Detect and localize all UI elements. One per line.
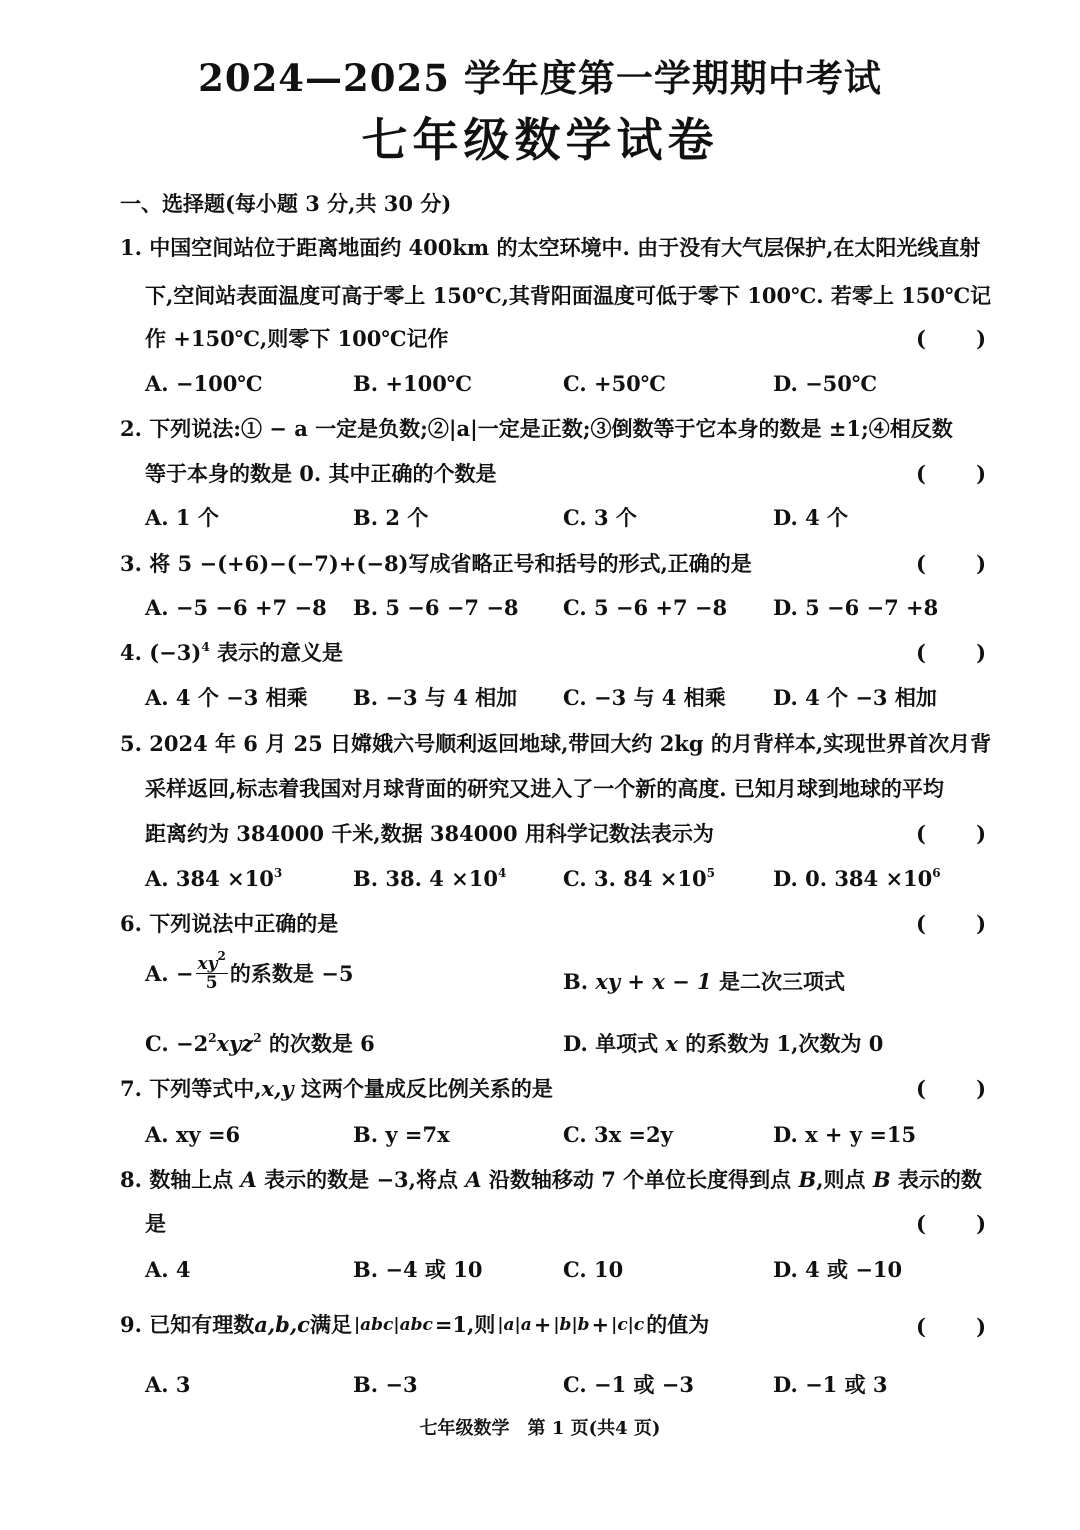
q1-option-a: A. −100℃ [145, 371, 263, 396]
q7-option-b: B. y =7x [353, 1122, 450, 1147]
q1-line3: 作 +150℃,则零下 100℃记作 [145, 326, 449, 351]
q4-answer-paren: ( ) [916, 640, 986, 665]
q8-option-d: D. 4 或 −10 [773, 1257, 903, 1282]
q2-option-c: C. 3 个 [563, 505, 637, 530]
q9-option-a: A. 3 [145, 1372, 191, 1397]
section-heading: 一、选择题(每小题 3 分,共 30 分) [120, 191, 452, 216]
q3-line1: 3. 将 5 −(+6)−(−7)+(−8)写成省略正号和括号的形式,正确的是 [120, 551, 752, 576]
q4-option-a: A. 4 个 −3 相乘 [145, 685, 308, 710]
q1-options [145, 371, 995, 401]
q5-answer-paren: ( ) [916, 821, 986, 846]
q1-option-c: C. +50℃ [563, 371, 666, 396]
q5-option-b: B. 38. $4 \times 10^4$ [353, 866, 507, 891]
q7-answer-paren: ( ) [916, 1076, 986, 1101]
q9-fraction-b: |b|b [553, 1315, 590, 1335]
q6-option-c: C. $-2^2xyz^2$ 的次数是 6 [145, 1031, 375, 1056]
q9-fraction-abc: |abc|abc [353, 1315, 433, 1335]
q6-options-row1 [145, 949, 995, 1007]
q5-option-d: D. 0. $384 \times 10^6$ [773, 866, 941, 891]
q5-option-c: C. 3. $84 \times 10^5$ [563, 866, 715, 891]
q3-options [145, 595, 995, 625]
q3-option-c: C. 5 −6 +7 −8 [563, 595, 728, 620]
q9-options [145, 1372, 995, 1402]
q8-option-a: A. 4 [145, 1257, 191, 1282]
q3-option-a: A. −5 −6 +7 −8 [145, 595, 327, 620]
q7-option-c: C. 3x =2y [563, 1122, 673, 1147]
q5-line1: 5. 2024 年 6 月 25 日嫦娥六号顺利返回地球,带回大约 2kg 的月背样本,实现世界首次月背 [120, 731, 992, 756]
q7-line1: 7. 下列等式中,x,y 这两个量成反比例关系的是 [120, 1076, 553, 1101]
q1-line2: 下,空间站表面温度可高于零上 150℃,其背阳面温度可低于零下 100℃. 若零上 150℃记 [145, 283, 992, 308]
q6-line1: 6. 下列说法中正确的是 [120, 911, 339, 936]
q8-line1: 8. 数轴上点 A 表示的数是 −3,将点 A 沿数轴移动 7 个单位长度得到点 B,则点 B 表示的数 [120, 1167, 982, 1192]
q2-answer-paren: ( ) [916, 461, 986, 486]
q1-answer-paren: ( ) [916, 326, 986, 351]
q7-options [145, 1122, 995, 1152]
q9-fraction-c: |c|c [611, 1315, 645, 1335]
q4-option-c: C. −3 与 4 相乘 [563, 685, 726, 710]
q9-line1: 9. 已知有理数 a,b,c 满足 |abc|abc =1,则 |a|a + |b|b + |c|c 的值为 [120, 1312, 710, 1337]
q1-option-b: B. +100℃ [353, 371, 472, 396]
q9-answer-paren: ( ) [916, 1314, 986, 1339]
q6-fraction: $\frac{xy^2}{5}$ [197, 949, 226, 993]
q2-option-a: A. 1 个 [145, 505, 219, 530]
q9-fraction-a: |a|a [497, 1315, 532, 1335]
q7-option-d: D. x + y =15 [773, 1122, 917, 1147]
q8-answer-paren: ( ) [916, 1211, 986, 1236]
q6-option-a: A. − $\frac{xy^2}{5}$ 的系数是 −5 [145, 949, 354, 993]
q4-option-b: B. −3 与 4 相加 [353, 685, 518, 710]
q2-options [145, 505, 995, 535]
q8-options [145, 1257, 995, 1287]
q3-option-b: B. 5 −6 −7 −8 [353, 595, 519, 620]
q5-line3: 距离约为 384000 千米,数据 384000 用科学记数法表示为 [145, 821, 714, 846]
q8-option-c: C. 10 [563, 1257, 624, 1282]
exam-subtitle: 七年级数学试卷 [361, 113, 719, 167]
q2-line1: 2. 下列说法:① − a 一定是负数;②|a|一定是正数;③倒数等于它本身的数是 ±1;④相反数 [120, 416, 953, 441]
q2-option-d: D. 4 个 [773, 505, 849, 530]
q5-options [145, 866, 995, 896]
q1-line1: 1. 中国空间站位于距离地面约 400km 的太空环境中. 由于没有大气层保护,在太阳光线直射 [120, 235, 981, 260]
q1-option-d: D. −50℃ [773, 371, 878, 396]
q9-option-b: B. −3 [353, 1372, 418, 1397]
q3-option-d: D. 5 −6 −7 +8 [773, 595, 939, 620]
q2-line2: 等于本身的数是 0. 其中正确的个数是 [145, 461, 497, 486]
q2-option-b: B. 2 个 [353, 505, 429, 530]
q5-option-a: A. $384 \times 10^3$ [145, 866, 283, 891]
q8-option-b: B. −4 或 10 [353, 1257, 483, 1282]
q7-option-a: A. xy =6 [145, 1122, 241, 1147]
q6-options-row2 [145, 1031, 995, 1061]
q5-line2: 采样返回,标志着我国对月球背面的研究又进入了一个新的高度. 已知月球到地球的平均 [145, 776, 944, 801]
q4-options [145, 685, 995, 715]
q6-option-b: B. xy + x − 1 是二次三项式 [563, 969, 845, 994]
q9-option-d: D. −1 或 3 [773, 1372, 888, 1397]
page-footer: 七年级数学 第 1 页(共4 页) [419, 1418, 661, 1439]
q3-answer-paren: ( ) [916, 551, 986, 576]
exam-title: 2024—2025 学年度第一学期期中考试 [198, 56, 882, 100]
q8-line2: 是 [145, 1211, 166, 1236]
q4-line1: 4. $(-3)^4$ 表示的意义是 [120, 640, 343, 665]
q4-option-d: D. 4 个 −3 相加 [773, 685, 937, 710]
q6-option-d: D. 单项式 x 的系数为 1,次数为 0 [563, 1031, 884, 1056]
q6-answer-paren: ( ) [916, 911, 986, 936]
q9-option-c: C. −1 或 −3 [563, 1372, 695, 1397]
